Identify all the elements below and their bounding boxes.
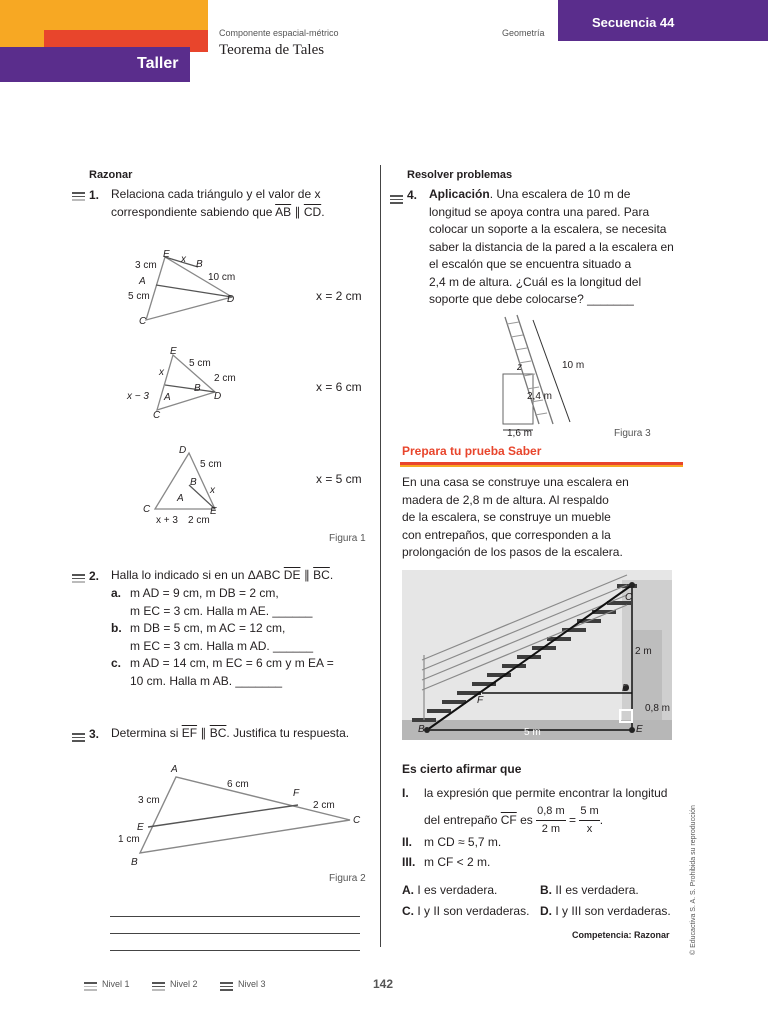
- t2-label-x-3: x − 3: [127, 391, 149, 402]
- photo-label-5m: 5 m: [524, 727, 541, 738]
- ladder-figure: [495, 312, 595, 442]
- figure-1-caption: Figura 1: [329, 533, 366, 544]
- saber-text: En una casa se construye una escalera en madera de 2,8 m de altura. Al respaldo de la escalera, se construye un mueble con entrepaños, que corresponden a la prolongación de los pasos de la escalera.: [402, 475, 629, 559]
- t1-label-5cm: 5 cm: [128, 291, 150, 302]
- option-c[interactable]: C. I y II son verdaderas.: [402, 904, 530, 918]
- t2-label-x: x: [159, 367, 164, 378]
- q2-number: 2.: [89, 569, 100, 583]
- column-divider: [380, 165, 381, 947]
- t3-label-A: A: [177, 493, 184, 504]
- q1-line2: correspondiente sabiendo que $\overline{AB}$ ∥ $\overline{CD}$.: [111, 204, 325, 219]
- q1-line1: Relaciona cada triángulo y el valor de x: [111, 187, 321, 201]
- t1-label-3cm: 3 cm: [135, 260, 157, 271]
- photo-label-F: F: [477, 695, 484, 706]
- competencia-label: Competencia: Razonar: [572, 930, 670, 940]
- statement-iii: III. m CF < 2 m.: [402, 855, 491, 869]
- fig2-label-1cm: 1 cm: [118, 834, 140, 845]
- fig3-label-16m: 1,6 m: [507, 428, 533, 439]
- t1-label-C: C: [139, 316, 147, 327]
- t2-label-E: E: [170, 346, 177, 357]
- nivel-1-label: Nivel 1: [102, 979, 130, 989]
- t3-label-x: x: [210, 485, 215, 496]
- figure-3-caption: Figura 3: [614, 428, 651, 439]
- q4-number: 4.: [407, 188, 418, 202]
- option-x-5: x = 5 cm: [316, 472, 362, 486]
- q1-text: [111, 186, 325, 221]
- t2-label-D: D: [214, 391, 222, 402]
- t1-label-x: x: [181, 254, 186, 265]
- fig2-label-2cm: 2 cm: [313, 800, 335, 811]
- fig3-label-10m: 10 m: [562, 360, 585, 371]
- q2-item-c: c. m AD = 14 cm, m EC = 6 cm y m EA = 10 cm. Halla m AB. _______: [111, 656, 334, 688]
- statement-ii: II. m CD ≈ 5,7 m.: [402, 835, 502, 849]
- t1-label-B: B: [196, 259, 203, 270]
- t2-label-A: A: [164, 392, 171, 403]
- level-3-icon: [72, 731, 85, 749]
- answer-line-2[interactable]: [110, 933, 360, 934]
- fraction-1: $\frac{0,8 m}{2 m}$: [537, 804, 565, 835]
- copyright-notice: © Educactiva S. A. S. Prohibida su reproducción: [690, 805, 697, 955]
- nivel-2-icon: [152, 980, 165, 998]
- option-d[interactable]: D. I y III son verdaderas.: [540, 904, 671, 918]
- level-3-icon: [390, 193, 403, 211]
- q2-items: [111, 585, 371, 690]
- section-razonar: Razonar: [89, 169, 133, 181]
- option-a[interactable]: A. I es verdadera.: [402, 883, 498, 897]
- fig3-label-24m: 2,4 m: [527, 391, 553, 402]
- q1-number: 1.: [89, 188, 100, 202]
- nivel-3-icon: [220, 980, 233, 998]
- t1-label-E: E: [163, 249, 170, 260]
- fig3-label-z: z: [517, 362, 522, 373]
- fig2-label-B: B: [131, 857, 138, 868]
- t1-label-10cm: 10 cm: [208, 272, 236, 283]
- fig2-label-6cm: 6 cm: [227, 779, 249, 790]
- fig2-label-E: E: [137, 822, 144, 833]
- fig2-label-F: F: [293, 788, 300, 799]
- area-label: Geometría: [502, 28, 545, 38]
- photo-label-C: C: [625, 592, 633, 603]
- option-x-2: x = 2 cm: [316, 289, 362, 303]
- t2-label-C: C: [153, 410, 161, 421]
- saber-title: Prepara tu prueba Saber: [402, 444, 542, 458]
- t1-label-D: D: [227, 294, 235, 305]
- section-resolver: Resolver problemas: [407, 169, 513, 181]
- t3-label-E: E: [210, 506, 217, 517]
- t1-label-A: A: [139, 276, 146, 287]
- fig2-label-C: C: [353, 815, 361, 826]
- answer-line-3[interactable]: [110, 950, 360, 951]
- t3-label-C: C: [143, 504, 151, 515]
- taller-label: Taller: [137, 55, 179, 72]
- q2-item-a: a. m AD = 9 cm, m DB = 2 cm, m EC = 3 cm. Halla m AE. ______: [111, 586, 313, 618]
- photo-label-E: E: [636, 724, 643, 735]
- t3-label-5cm: 5 cm: [200, 459, 222, 470]
- t3-label-2cm: 2 cm: [188, 515, 210, 526]
- fig2-label-3cm: 3 cm: [138, 795, 160, 806]
- option-b[interactable]: B. II es verdadera.: [540, 883, 639, 897]
- fraction-2: $\frac{5 m}{x}$: [580, 804, 599, 835]
- photo-label-2m: 2 m: [635, 646, 652, 657]
- level-2-icon: [72, 190, 85, 208]
- photo-label-B: B: [418, 724, 425, 735]
- level-2-icon: [72, 572, 85, 590]
- figure-2-caption: Figura 2: [329, 873, 366, 884]
- q3-number: 3.: [89, 727, 100, 741]
- nivel-3-label: Nivel 3: [238, 979, 266, 989]
- secuencia-label: Secuencia 44: [592, 15, 675, 30]
- t2-label-B: B: [194, 383, 201, 394]
- saber-rule-yellow: [400, 465, 683, 467]
- t2-label-2cm: 2 cm: [214, 373, 236, 384]
- answer-line-1[interactable]: [110, 916, 360, 917]
- page-number: 142: [373, 977, 394, 991]
- t3-label-D: D: [179, 445, 187, 456]
- option-x-6: x = 6 cm: [316, 380, 362, 394]
- q2-item-b: b. m DB = 5 cm, m AC = 12 cm, m EC = 3 cm. Halla m AD. ______: [111, 621, 314, 653]
- t3-label-x3: x + 3: [156, 515, 178, 526]
- cierto-heading: Es cierto afirmar que: [402, 762, 522, 776]
- photo-label-D: D: [622, 683, 630, 694]
- q2-intro: Halla lo indicado si en un ΔABC $\overline{DE}$ ∥ $\overline{BC}$.: [111, 568, 334, 582]
- q4-text: Aplicación. Una escalera de 10 m de longitud se apoya contra una pared. Para colocar un soporte a la escalera, se necesita saber la distancia de la pared a la escalera en el escalón que se encuentra situado a 2,4 m de altura. ¿Cuál es la longitud del soporte que debe colocarse? _______: [429, 187, 674, 306]
- q3-text: Determina si $\overline{EF}$ ∥ $\overline{BC}$. Justifica tu respuesta.: [111, 726, 350, 740]
- nivel-1-icon: [84, 980, 97, 998]
- t2-label-5cm: 5 cm: [189, 358, 211, 369]
- statement-i: I. la expresión que permite encontrar la longitud del entrepaño $\overline{CF}$ es $\frac{0,8 m}{2 m}$ = $\frac{5 m}{x}$ .: [402, 785, 682, 839]
- componente-label: Componente espacial-métrico: [219, 28, 339, 38]
- photo-label-08m: 0,8 m: [645, 703, 671, 714]
- page-title: Teorema de Tales: [219, 42, 325, 58]
- fig2-label-A: A: [171, 764, 178, 775]
- nivel-2-label: Nivel 2: [170, 979, 198, 989]
- t3-label-B: B: [190, 477, 197, 488]
